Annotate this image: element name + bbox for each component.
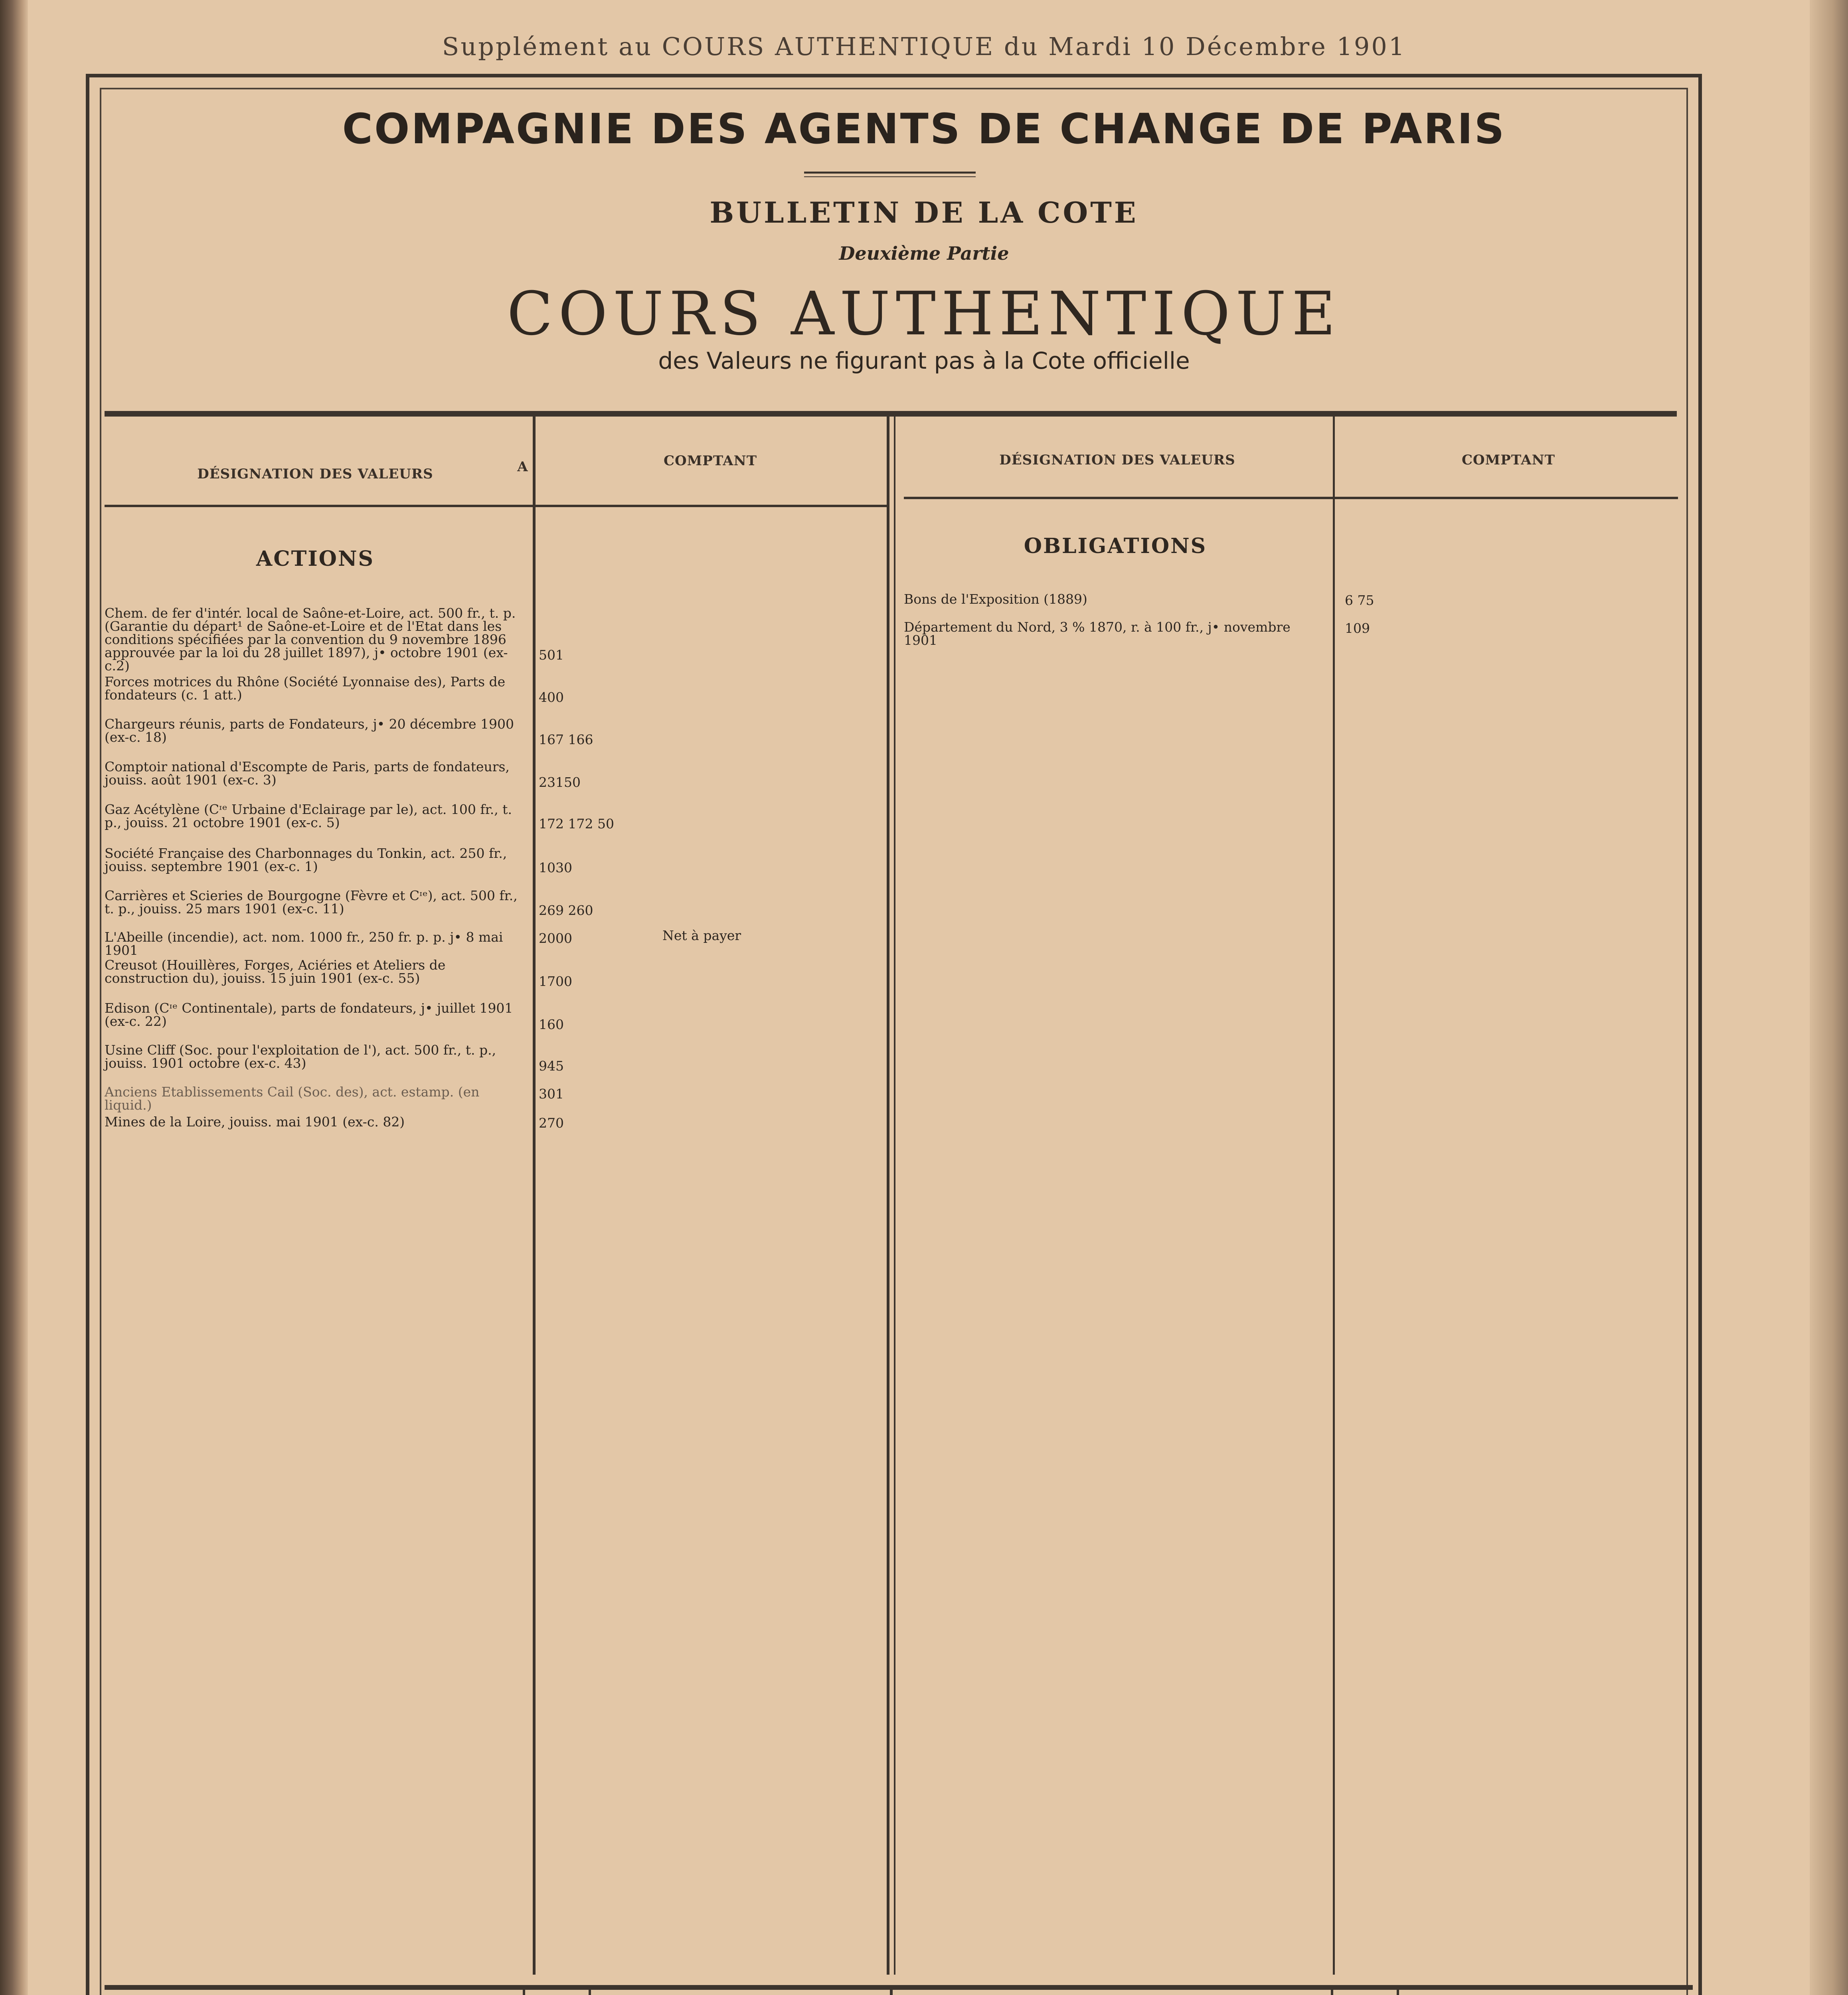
action-price: 501	[539, 647, 564, 663]
upper-col-rule-2b	[894, 417, 895, 1975]
lower-table-top-rule	[105, 1985, 1693, 1990]
action-price: 2000	[539, 930, 572, 946]
header-designation-left: DÉSIGNATION DES VALEURS	[197, 466, 433, 482]
title-underline	[804, 172, 976, 174]
header-comptant-right: COMPTANT	[1461, 452, 1555, 468]
action-name: Carrières et Scieries de Bourgogne (Fèvre et Cᶦᵉ), act. 500 fr., t. p., jouiss. 25 mars 1901 (ex-c. 11)	[105, 888, 518, 917]
action-name: Creusot (Houillères, Forges, Aciéries et Ateliers de construction du), jouiss. 15 juin 1901 (ex-c. 55)	[105, 957, 446, 986]
company-title: COMPAGNIE DES AGENTS DE CHANGE DE PARIS	[342, 105, 1506, 153]
action-name: Usine Cliff (Soc. pour l'exploitation de l'), act. 500 fr., t. p., jouiss. 1901 octobre (ex-c. 43)	[105, 1042, 496, 1071]
action-entry-10	[105, 1001, 528, 1028]
upper-col-rule-1	[533, 417, 536, 1975]
action-name: Mines de la Loire, jouiss. mai 1901 (ex-c. 82)	[105, 1114, 405, 1130]
obligation-price: 109	[1345, 620, 1370, 636]
action-price: 301	[539, 1086, 564, 1102]
action-price: 1030	[539, 860, 572, 875]
upper-header-rule-left	[105, 505, 887, 507]
obligation-name: Bons de l'Exposition (1889)	[904, 591, 1087, 607]
action-name: Gaz Acétylène (Cᶦᵉ Urbaine d'Eclairage par le), act. 100 fr., t. p., jouiss. 21 octobre 1901 (ex-c. 5)	[105, 802, 512, 830]
action-entry-3	[105, 717, 528, 744]
action-name: Chargeurs réunis, parts de Fondateurs, j• 20 décembre 1900 (ex-c. 18)	[105, 716, 514, 745]
action-price: 1700	[539, 974, 572, 989]
action-entry-5	[105, 803, 528, 829]
lower-col-rule-2	[589, 1990, 591, 1995]
action-price: 160	[539, 1017, 564, 1032]
action-entry-6	[105, 847, 528, 873]
action-name: Forces motrices du Rhône (Société Lyonnaise des), Parts de fondateurs (c. 1 att.)	[105, 674, 506, 703]
subtitle: des Valeurs ne figurant pas à la Cote officielle	[658, 347, 1190, 374]
action-entry-4	[105, 760, 528, 786]
title-block-rule	[105, 411, 1677, 417]
action-name: Société Française des Charbonnages du Tonkin, act. 250 fr., jouiss. septembre 1901 (ex-c. 1)	[105, 845, 507, 874]
action-price: 400	[539, 689, 564, 705]
action-name: Chem. de fer d'intér. local de Saône-et-Loire, act. 500 fr., t. p. (Garantie du départ¹ de Saône-et-Loire et de l'Etat dans les conditions spécifiées par la convention du 9 novembre 1896 approuvée par la loi du 28 juillet 1897), j• octobre 1901 (ex-c.2)	[105, 605, 516, 674]
action-name: Edison (Cᶦᵉ Continentale), parts de fondateurs, j• juillet 1901 (ex-c. 22)	[105, 1000, 513, 1029]
action-name: Anciens Etablissements Cail (Soc. des), act. estamp. (en liquid.)	[105, 1084, 480, 1113]
bulletin-title: BULLETIN DE LA COTE	[710, 196, 1138, 229]
partie-label: Deuxième Partie	[839, 243, 1009, 264]
obligation-price: 6 75	[1345, 593, 1374, 608]
obligation-entry-1	[904, 593, 1327, 606]
obligation-entry-2	[904, 620, 1327, 647]
action-entry-13	[105, 1115, 528, 1128]
upper-header-rule-right	[904, 497, 1678, 499]
header-comptant-left: COMPTANT	[663, 453, 757, 469]
action-entry-7	[105, 889, 528, 915]
upper-col-rule-2	[887, 417, 889, 1975]
action-price: 172 172 50	[539, 816, 614, 832]
obligation-name: Département du Nord, 3 % 1870, r. à 100 fr., j• novembre 1901	[904, 619, 1291, 648]
action-price: 270	[539, 1115, 564, 1131]
header-marker-a: A	[517, 459, 528, 475]
action-entry-8	[105, 930, 528, 957]
action-entry-2	[105, 675, 528, 701]
lower-col-rule-3	[890, 1990, 893, 1995]
action-note: Net à payer	[662, 928, 741, 943]
action-price: 269 260	[539, 903, 593, 918]
action-name: Comptoir national d'Escompte de Paris, parts de fondateurs, jouiss. août 1901 (ex-c. 3)	[105, 759, 510, 788]
action-entry-9	[105, 958, 528, 985]
action-price: 23150	[539, 774, 581, 790]
upper-col-rule-3	[1333, 417, 1335, 1975]
action-entry-12	[105, 1085, 528, 1112]
main-title: COURS AUTHENTIQUE	[507, 279, 1341, 349]
lower-col-rule-5	[1397, 1990, 1399, 1995]
action-price: 945	[539, 1058, 564, 1074]
action-entry-1	[105, 606, 528, 672]
header-designation-right: DÉSIGNATION DES VALEURS	[999, 452, 1235, 468]
action-price: 167 166	[539, 732, 593, 747]
lower-col-rule-1	[523, 1990, 525, 1995]
title-underline-2	[804, 176, 976, 177]
obligations-title: OBLIGATIONS	[1024, 534, 1207, 558]
actions-title: ACTIONS	[256, 547, 375, 571]
action-entry-11	[105, 1043, 528, 1070]
supplement-line: Supplément au COURS AUTHENTIQUE du Mardi 10 Décembre 1901	[442, 32, 1406, 61]
lower-col-rule-4	[1331, 1990, 1333, 1995]
action-name: L'Abeille (incendie), act. nom. 1000 fr., 250 fr. p. p. j• 8 mai 1901	[105, 929, 503, 958]
